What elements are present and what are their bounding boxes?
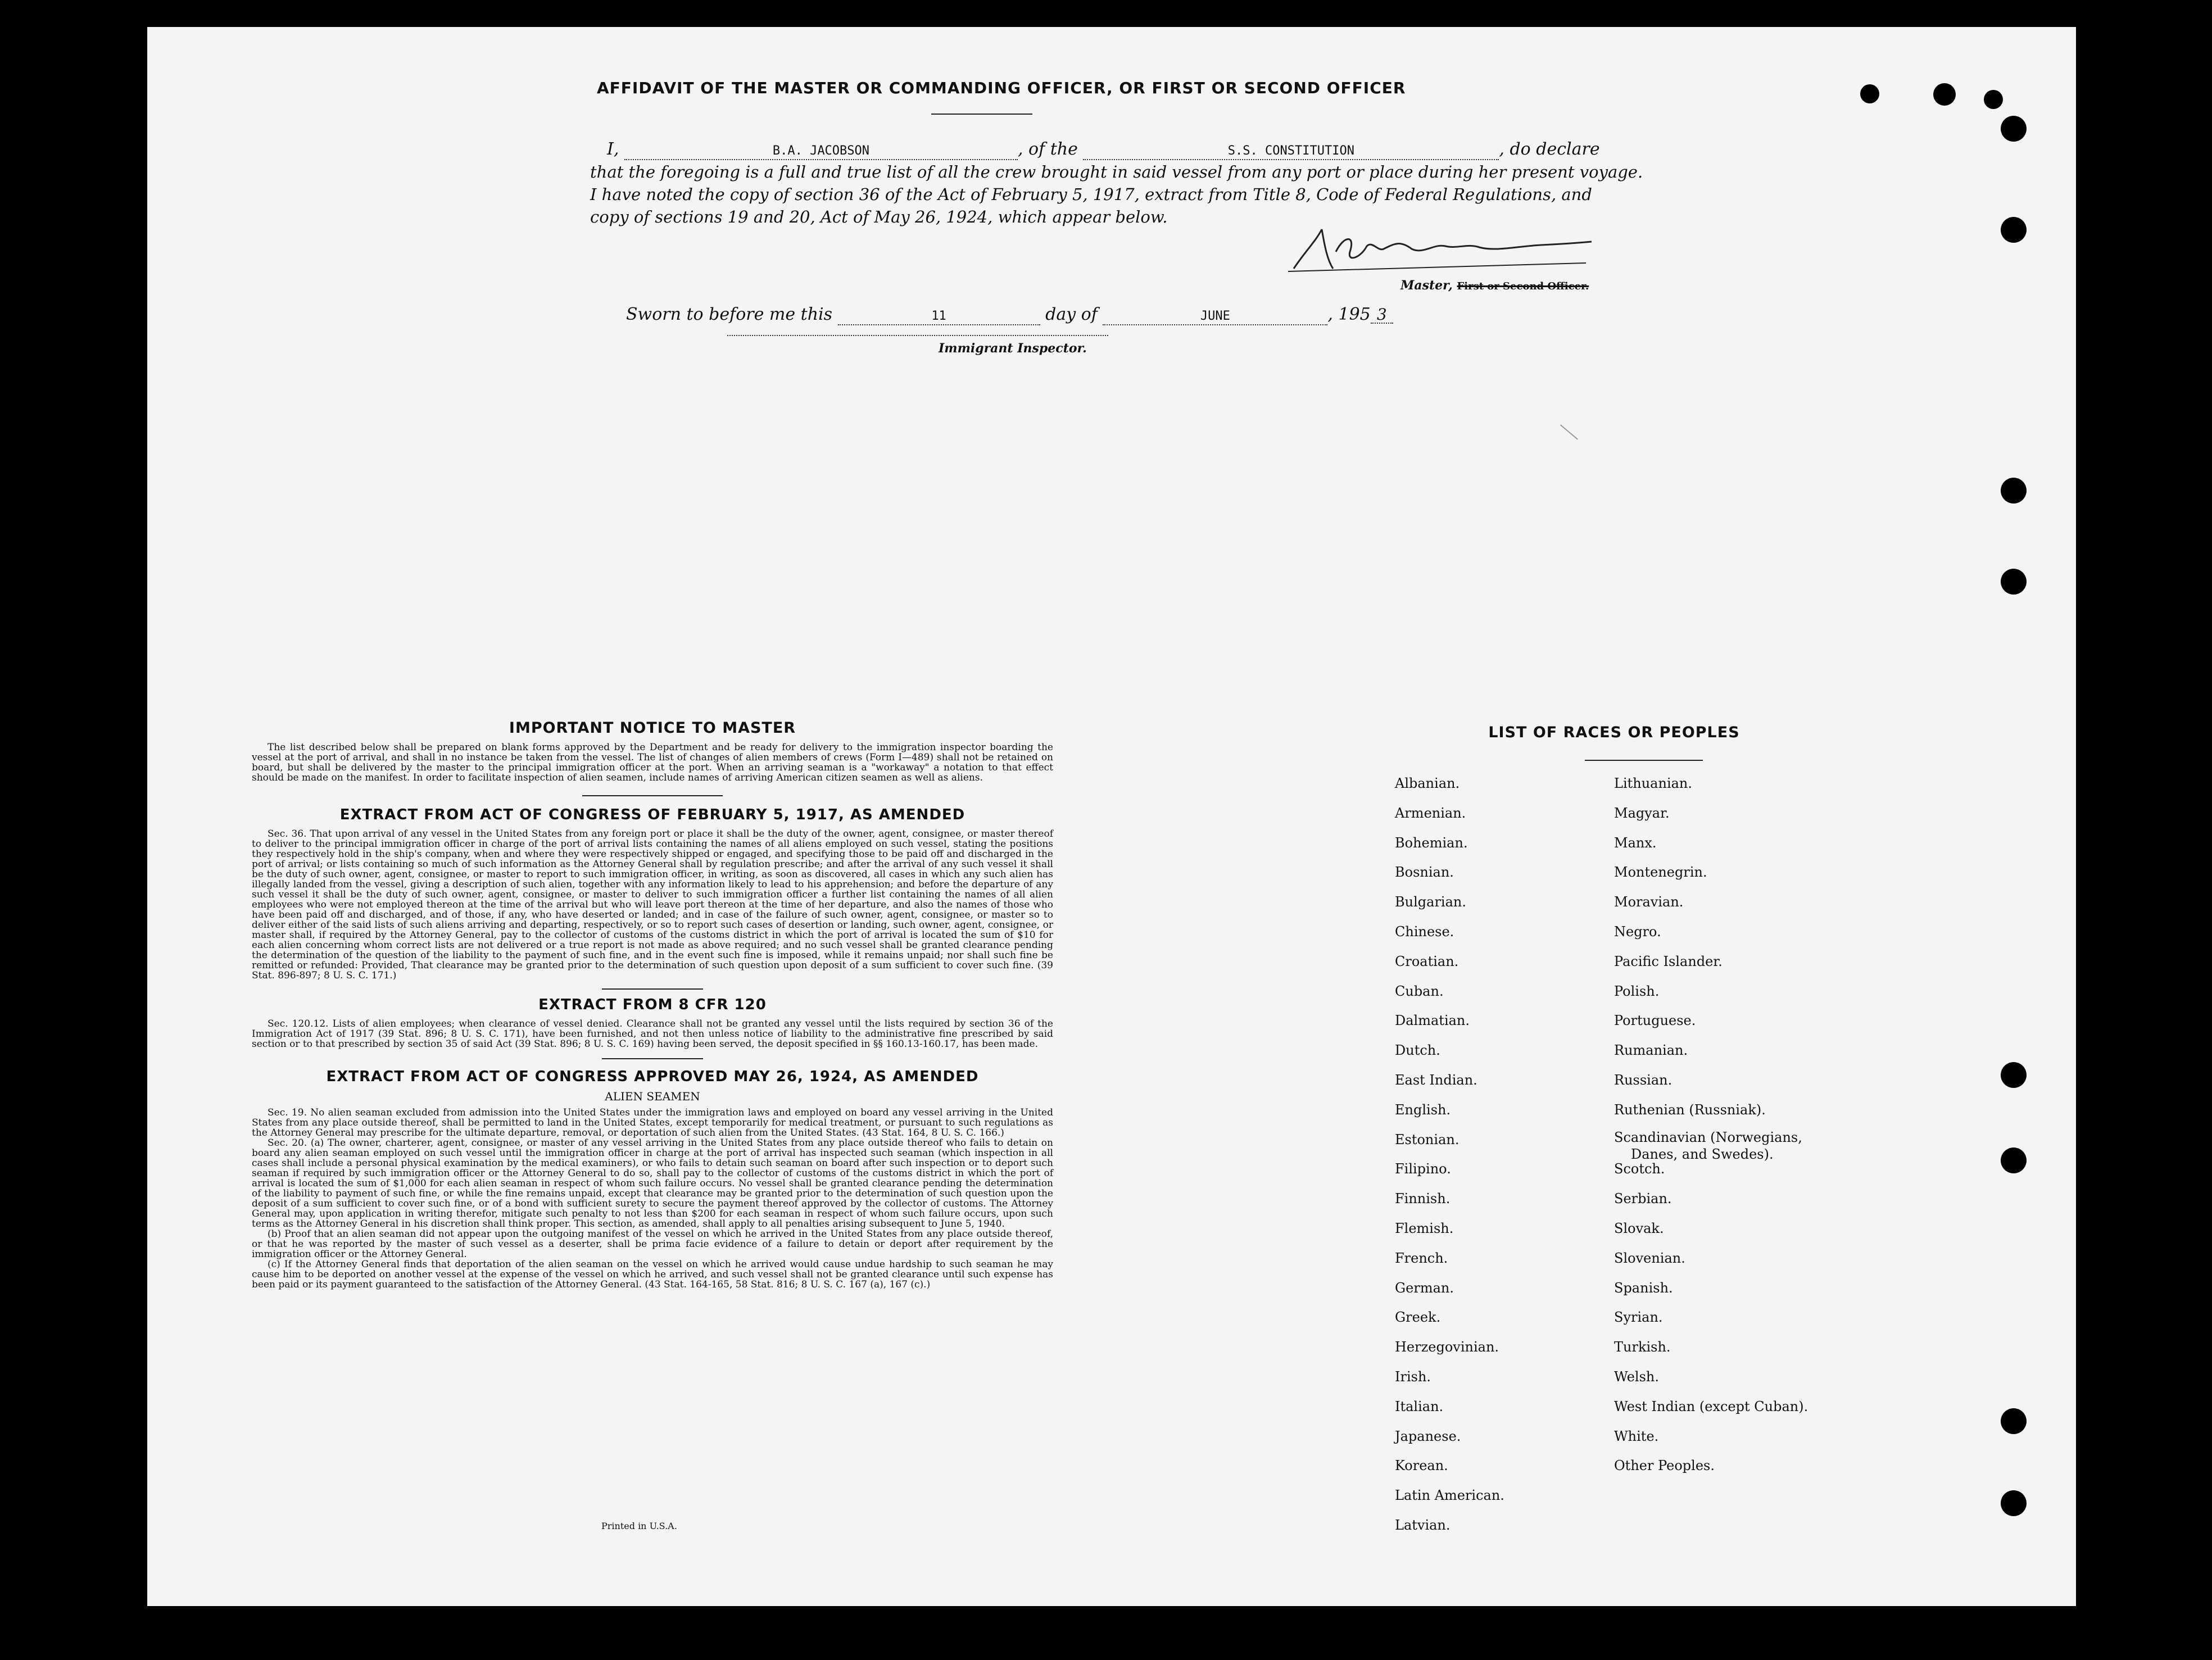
sworn-line: Sworn to before me this 11 day of JUNE , 195 3: [626, 303, 1393, 326]
race-item: Spanish.: [1614, 1280, 1673, 1296]
race-item: Danes, and Swedes).: [1631, 1146, 1774, 1162]
race-item: East Indian.: [1395, 1072, 1477, 1088]
race-item: Irish.: [1395, 1369, 1431, 1385]
race-item: French.: [1395, 1250, 1448, 1266]
race-item: Rumanian.: [1614, 1042, 1688, 1059]
punch-hole: [1984, 90, 2003, 109]
vessel-name-field[interactable]: S.S. CONSTITUTION: [1083, 143, 1499, 160]
punch-hole: [2001, 1148, 2027, 1173]
race-item: Polish.: [1614, 983, 1660, 999]
sec-20a: Sec. 20. (a) The owner, charterer, agent, consignee, or master of any vessel arriving in the United States from any place outside thereof who fails to detain on board any alien seaman employed on such vessel until the immigration officer in charge at the port of arrival has inspected such seaman (which inspection in all cases shall include a personal physical examination by the medical examiners), or who fails to detain such seaman on board after such inspection or to deport such seaman if required by such immigration officer or the Attorney General to do so, shall pay to the collector of customs of the customs district in which the port of arrival is located the sum of $1,000 for each alien seaman in respect of whom such failure occurs. No vessel shall be granted clearance pending the determination of the liability to payment of such fine, or while the fine remains unpaid, except that clearance may be granted prior to the determination of such question upon the deposit of a sum sufficient to cover such fine, or of a bond with sufficient surety to secure the payment thereof approved by the collector of customs. The Attorney General may, upon application in writing therefor, mitigate such penalty to not less than $200 for each seaman in respect of whom such failure occurs, upon such terms as the Attorney General in his discretion shall think proper. This section, as amended, shall apply to all penalties arising subsequent to June 5, 1940.: [252, 1137, 1053, 1230]
struck-caption: First or Second Officer.: [1457, 280, 1589, 292]
race-item: German.: [1395, 1280, 1454, 1296]
extract-1917-body: Sec. 36. That upon arrival of any vessel in the United States from any foreign port or place it shall be the duty of the owner, agent, consignee, or master thereof to deliver to the principal immigration officer in charge of the port of arrival lists containing the names of all aliens employed on such vessel, stating the positions they respectively hold in the ship's company, when and where they were respectively shipped or engaged, and specifying those to be paid off and discharged in the port of arrival; or lists containing so much of such information as the Attorney General shall by regulation prescribe; and after the arrival of any such vessel it shall be the duty of such owner, agent, consignee, or master to report to such immigration officer, in writing, as soon as discovered, all cases in which any such alien has illegally landed from the vessel, giving a description of such alien, together with any information likely to lead to his apprehension; and before the departure of any such vessel it shall be the duty of such owner, agent, consignee, or master to deliver to such immigration officer a further list containing the names of all alien employees who were not employed thereon at the time of the arrival but who will leave port thereon at the time of her departure, and also the names of those who have been paid off and discharged, and of those, if any, who have deserted or landed; and in case of the failure of such owner, agent, consignee, or master so to deliver either of the said lists of such aliens arriving and departing, respectively, or so to report such cases of desertion or landing, such owner, agent, consignee, or master shall, if required by the Attorney General, pay to the collector of customs of the customs district in which the port of arrival is located the sum of $10 for each alien concerning whom correct lists are not delivered or a true report is not made as above required; and no such vessel shall be granted clearance pending the determination of the question of the liability to the payment of such fine, and in the event such fine is imposed, while it remains unpaid; nor shall such fine be remitted or refunded: Provided, That clearance may be granted prior to the determination of such question upon deposit of a sum sufficient to cover such fine. (39 Stat. 896-897; 8 U. S. C. 171.): [252, 828, 1053, 981]
master-signature: [1282, 218, 1597, 280]
race-item: Cuban.: [1395, 983, 1444, 999]
race-item: Latvian.: [1395, 1517, 1451, 1533]
sec-19: Sec. 19. No alien seaman excluded from admission into the United States under the immigration laws and employed on board any vessel arriving in the United States from any place outside thereof, shall be permitted to land in the United States, except temporarily for medical treatment, or pursuant to such regulations as the Attorney General may prescribe for the ultimate departure, removal, or deportation of such alien from the United States. (43 Stat. 164, 8 U. S. C. 166.): [252, 1107, 1053, 1139]
divider: [1585, 760, 1703, 761]
race-item: Magyar.: [1614, 805, 1670, 821]
extract-cfr-body: Sec. 120.12. Lists of alien employees; when clearance of vessel denied. Clearance shall not be granted any vessel until the lists required by section 36 of the Immigration Act of 1917 (39 Stat. 896; 8 U. S. C. 171), have been furnished, and not then unless notice of liability to the administrative fine prescribed by said section or to that prescribed by section 35 of said Act (39 Stat. 896; 8 U. S. C. 169) having been served, the deposit specified in §§ 160.13-160.17, has been made.: [252, 1018, 1053, 1050]
race-item: Scotch.: [1614, 1161, 1665, 1177]
race-item: Syrian.: [1614, 1309, 1663, 1326]
race-item: Turkish.: [1614, 1339, 1671, 1355]
sworn-day-field[interactable]: 11: [838, 309, 1040, 325]
notice-body: The list described below shall be prepared on blank forms approved by the Department and be ready for delivery to the immigration inspector boarding the vessel at the port of arrival, and shall in no instance be taken from the vessel. The list of changes of alien members of crews (Form I—489) shall not be retained on board, but shall be delivered by the master to the principal immigration officer at the port. When an arriving seaman is a "workaway" a notation to that effect should be made on the manifest. In order to facilitate inspection of alien seamen, include names of arriving American citizen seamen as well as aliens.: [252, 742, 1053, 783]
race-item: Bosnian.: [1395, 864, 1454, 881]
race-item: Finnish.: [1395, 1191, 1451, 1207]
notice-title: IMPORTANT NOTICE TO MASTER: [509, 719, 796, 737]
extract-cfr-title: EXTRACT FROM 8 CFR 120: [538, 996, 767, 1013]
extract-1924-title: EXTRACT FROM ACT OF CONGRESS APPROVED MAY 26, 1924, AS AMENDED: [326, 1068, 979, 1085]
divider: [602, 1058, 703, 1059]
race-item: Slovenian.: [1614, 1250, 1685, 1266]
race-item: Montenegrin.: [1614, 864, 1707, 881]
punch-hole: [2001, 217, 2027, 243]
extract-1917-title: EXTRACT FROM ACT OF CONGRESS OF FEBRUARY 5, 1917, AS AMENDED: [339, 806, 966, 823]
affidavit-line-1: I, B.A. JACOBSON , of the S.S. CONSTITUTION , do declare: [607, 139, 1600, 159]
race-item: Pacific Islander.: [1614, 953, 1723, 969]
race-item: Serbian.: [1614, 1191, 1672, 1207]
punch-hole: [2001, 1408, 2027, 1434]
race-item: Chinese.: [1395, 924, 1454, 940]
sec-20b: (b) Proof that an alien seaman did not appear upon the outgoing manifest of the vessel on which he arrived in the United States from any place outside thereof, or that he was reported by the master of such vessel as a deserter, shall be prima facie evidence of a failure to detain or deport after requirement by the immigration officer or the Attorney General.: [252, 1228, 1053, 1260]
race-item: Lithuanian.: [1614, 775, 1693, 791]
race-item: Japanese.: [1395, 1428, 1461, 1444]
punch-hole: [2001, 478, 2027, 504]
race-item: Estonian.: [1395, 1131, 1459, 1148]
inspector-signature-line[interactable]: [727, 335, 1108, 336]
sworn-month-field[interactable]: JUNE: [1103, 309, 1327, 325]
notices-column: [252, 719, 1053, 1290]
divider: [582, 795, 723, 796]
inspector-caption: Immigrant Inspector.: [939, 341, 1087, 356]
punch-hole: [2001, 1490, 2027, 1516]
race-item: Croatian.: [1395, 953, 1459, 969]
race-item: Dalmatian.: [1395, 1013, 1470, 1029]
race-item: Latin American.: [1395, 1487, 1504, 1504]
divider: [931, 114, 1032, 115]
punch-hole: [2001, 116, 2027, 142]
affidavit-line-4: copy of sections 19 and 20, Act of May 26, 1924, which appear below.: [590, 207, 1168, 226]
race-item: White.: [1614, 1428, 1659, 1444]
race-item: Russian.: [1614, 1072, 1672, 1088]
extract-1924-subtitle: ALIEN SEAMEN: [605, 1090, 700, 1103]
scan-mark: [1560, 424, 1578, 439]
race-item: Other Peoples.: [1614, 1458, 1715, 1474]
affidavit-line-3: I have noted the copy of section 36 of the Act of February 5, 1917, extract from Title 8, Code of Federal Regulations, and: [590, 185, 1592, 204]
punch-hole: [2001, 1062, 2027, 1088]
race-item: Ruthenian (Russniak).: [1614, 1101, 1766, 1118]
master-caption: Master, First or Second Officer.: [1400, 278, 1589, 293]
race-item: Flemish.: [1395, 1221, 1454, 1236]
race-item: Filipino.: [1395, 1161, 1451, 1177]
affidavit-line-2: that the foregoing is a full and true list of all the crew brought in said vessel from any port or place during her present voyage.: [590, 162, 1643, 182]
race-item: Albanian.: [1395, 775, 1460, 791]
race-item: English.: [1395, 1101, 1451, 1118]
master-name-field[interactable]: B.A. JACOBSON: [624, 143, 1018, 160]
race-item: Italian.: [1395, 1398, 1444, 1414]
race-item: Bulgarian.: [1395, 894, 1466, 910]
punch-hole: [1933, 83, 1956, 106]
race-item: Moravian.: [1614, 894, 1684, 910]
race-item: Slovak.: [1614, 1221, 1664, 1236]
race-item: Bohemian.: [1395, 834, 1468, 851]
races-title: LIST OF RACES OR PEOPLES: [1488, 724, 1740, 741]
race-item: Dutch.: [1395, 1042, 1440, 1059]
race-item: West Indian (except Cuban).: [1614, 1398, 1808, 1414]
race-item: Greek.: [1395, 1309, 1441, 1326]
race-item: Manx.: [1614, 834, 1657, 851]
race-item: Armenian.: [1395, 805, 1466, 821]
affidavit-title: AFFIDAVIT OF THE MASTER OR COMMANDING OFFICER, OR FIRST OR SECOND OFFICER: [597, 79, 1406, 97]
race-item: Negro.: [1614, 924, 1661, 940]
document-sheet: [147, 27, 2076, 1606]
punch-hole: [1860, 84, 1879, 103]
race-item: Portuguese.: [1614, 1013, 1696, 1029]
race-item: Scandinavian (Norwegians,: [1614, 1129, 1802, 1145]
sworn-year-field[interactable]: 3: [1371, 307, 1393, 324]
divider: [602, 988, 703, 990]
printed-in: Printed in U.S.A.: [601, 1521, 677, 1531]
race-item: Korean.: [1395, 1458, 1448, 1474]
race-item: Herzegovinian.: [1395, 1339, 1499, 1355]
sec-20c: (c) If the Attorney General finds that deportation of the alien seaman on the vessel on which he arrived would cause undue hardship to such seaman he may cause him to be deported on another vessel at the expense of the vessel on which he arrived, and such vessel shall not be granted clearance until such expense has been paid or its payment guaranteed to the satisfaction of the Attorney General. (43 Stat. 164-165, 58 Stat. 816; 8 U. S. C. 167 (a), 167 (c).): [252, 1259, 1053, 1290]
punch-hole: [2001, 569, 2027, 595]
race-item: Welsh.: [1614, 1369, 1659, 1385]
